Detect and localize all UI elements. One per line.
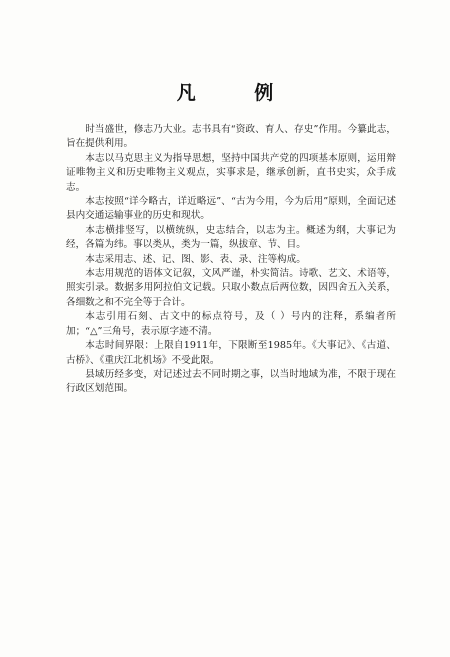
paragraph-3: 本志按照“详今略古，详近略远”、“古为今用，今为后用”原则，全面记述县内交通运输事业的历史和现状。 <box>66 196 396 222</box>
paragraph-7: 本志引用石刻、古文中的标点符号，及（ ）号内的注释，系编者所加；“△”三角号，表示原字迹不清。 <box>66 311 396 337</box>
paragraph-9: 县域历经多变，对记述过去不同时期之事，以当时地域为准，不限于现在行政区划范围。 <box>66 368 396 395</box>
paragraph-8: 本志时间界限：上限自1911年，下限断至1985年。《大事记》、《古道、古桥》、《重庆江北机场》不受此限。 <box>66 340 396 366</box>
body-text <box>66 123 396 397</box>
paragraph-4: 本志横排竖写，以横统纵，史志结合，以志为主。概述为纲，大事记为经，各篇为纬。事以类从，类为一篇，纵拔章、节、目。 <box>66 224 396 251</box>
paragraph-1: 时当盛世，修志乃大业。志书具有“资政、育人、存史”作用。今纂此志，旨在提供利用。 <box>66 124 396 150</box>
paragraph-6: 本志用规范的语体文记叙，文风严谨，朴实简洁。诗歌、艺文、术语等，照实引录。数据多用阿拉伯文记载。只取小数点后两位数，因四舍五入关系，各细数之和不完全等于合计。 <box>66 268 396 308</box>
paragraph-2: 本志以马克思主义为指导思想，坚持中国共产党的四项基本原则，运用辩证唯物主义和历史唯物主义观点，实事求是，继承创新，直书史实，众手成志。 <box>66 152 396 193</box>
paragraph-5: 本志采用志、述、记、图、影、表、录、注等构成。 <box>85 253 306 265</box>
page-title: 凡 例 <box>176 82 300 104</box>
